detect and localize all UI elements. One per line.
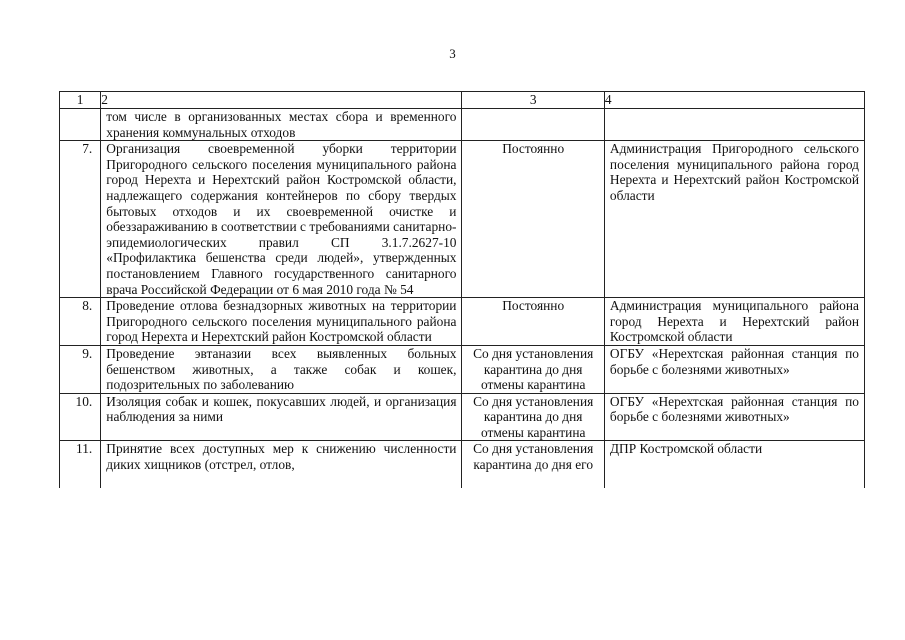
row-term: Постоянно [462, 141, 604, 298]
row-term: Со дня установления карантина до дня отмены карантина [462, 345, 604, 393]
header-col-1: 1 [60, 92, 101, 109]
row-activity: Организация своевременной уборки территории Пригородного сельского поселения муниципального района город Нерехта и Нерехтский район Костромской области, надлежащего содержания контейнеров по сбору твердых бытовых отходов и их своевременной очистке и обеззараживанию в соответствии с требованиями санитарно-эпидемиологических правил СП 3.1.7.2627-10 «Профилактика бешенства среди людей», утвержденных постановлением Главного государственного санитарного врача Российской Федерации от 6 мая 2010 года № 54 [101, 141, 462, 298]
row-activity: том числе в организованных местах сбора и временного хранения коммунальных отходов [101, 109, 462, 141]
header-col-4: 4 [604, 92, 864, 109]
table-row [60, 393, 865, 441]
measures-table [59, 91, 865, 488]
row-number: 11. [60, 441, 101, 488]
row-term: Со дня установления карантина до дня отмены карантина [462, 393, 604, 441]
table-row [60, 109, 865, 141]
row-responsible: ДПР Костромской области [604, 441, 864, 488]
table-row [60, 141, 865, 298]
row-number: 8. [60, 298, 101, 346]
row-activity: Проведение отлова безнадзорных животных на территории Пригородного сельского поселения муниципального района город Нерехта и Нерехтский район Костромской области [101, 298, 462, 346]
row-number [60, 109, 101, 141]
row-responsible [604, 109, 864, 141]
row-activity: Принятие всех доступных мер к снижению численности диких хищников (отстрел, отлов, [101, 441, 462, 488]
row-number: 10. [60, 393, 101, 441]
header-col-2: 2 [101, 92, 462, 109]
row-number: 9. [60, 345, 101, 393]
page-number: 3 [449, 46, 456, 61]
table-row [60, 345, 865, 393]
row-term: Со дня установления карантина до дня его [462, 441, 604, 488]
row-activity: Изоляция собак и кошек, покусавших людей, и организация наблюдения за ними [101, 393, 462, 441]
row-term [462, 109, 604, 141]
row-activity: Проведение эвтаназии всех выявленных больных бешенством животных, а также собак и кошек, подозрительных по заболеванию [101, 345, 462, 393]
row-responsible: Администрация Пригородного сельского поселения муниципального района город Нерехта и Нерехтский район Костромской области [604, 141, 864, 298]
table-header-row [60, 92, 865, 109]
row-responsible: ОГБУ «Нерехтская районная станция по борьбе с болезнями животных» [604, 393, 864, 441]
row-responsible: ОГБУ «Нерехтская районная станция по борьбе с болезнями животных» [604, 345, 864, 393]
header-col-3: 3 [462, 92, 604, 109]
table-row [60, 298, 865, 346]
table-row [60, 441, 865, 488]
row-number: 7. [60, 141, 101, 298]
row-term: Постоянно [462, 298, 604, 346]
row-responsible: Администрация муниципального района город Нерехта и Нерехтский район Костромской области [604, 298, 864, 346]
